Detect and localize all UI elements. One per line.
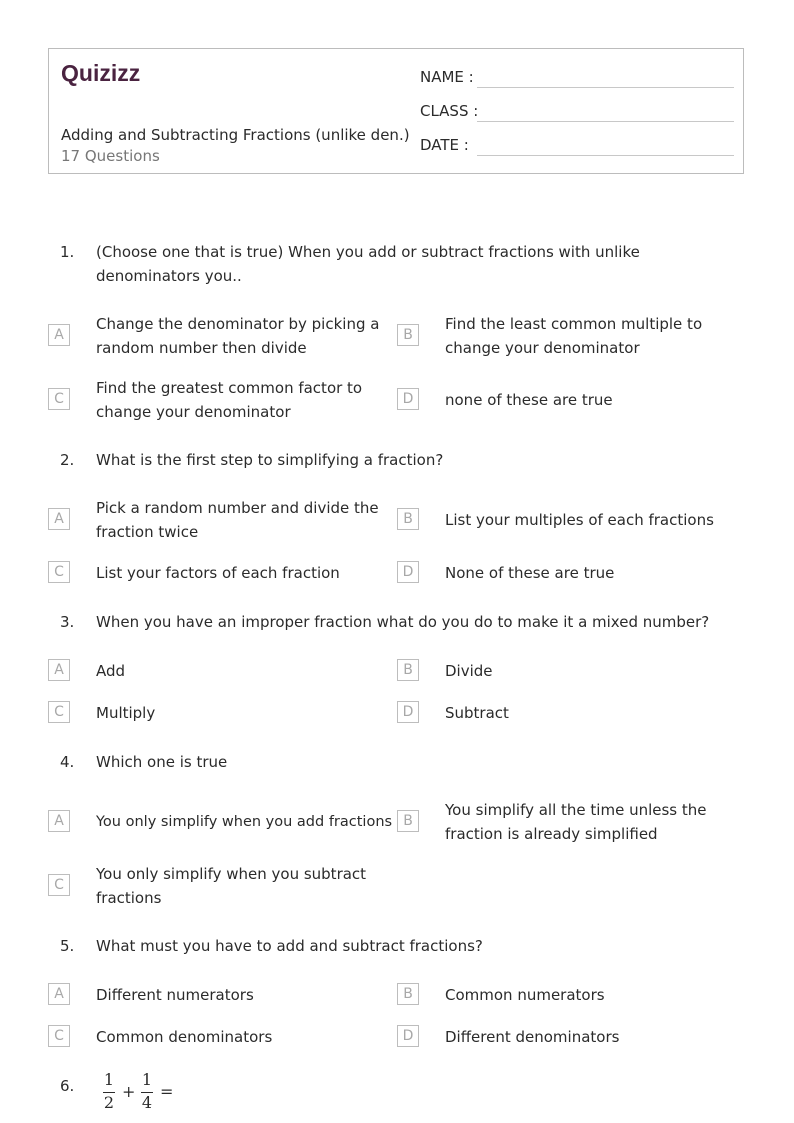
denominator: 4 bbox=[141, 1093, 153, 1112]
numerator: 1 bbox=[141, 1070, 153, 1089]
option-d-box[interactable]: D bbox=[397, 1025, 419, 1047]
question-count: 17 Questions bbox=[61, 147, 160, 165]
question-text: (Choose one that is true) When you add or subtract fractions with unlike denominators you.. bbox=[96, 243, 640, 285]
option-c-box[interactable]: C bbox=[48, 561, 70, 583]
option-a-box[interactable]: A bbox=[48, 324, 70, 346]
question-text: What is the first step to simplifying a fraction? bbox=[96, 451, 444, 469]
date-field[interactable] bbox=[420, 136, 734, 158]
option-b-text: You simplify all the time unless the fraction is already simplified bbox=[445, 801, 707, 843]
option-d-text: none of these are true bbox=[445, 391, 613, 409]
numerator: 1 bbox=[103, 1070, 115, 1089]
option-b-text: Divide bbox=[445, 662, 493, 680]
class-line[interactable] bbox=[477, 121, 734, 122]
question-number: 2. bbox=[60, 451, 75, 469]
option-d-box[interactable]: D bbox=[397, 388, 419, 410]
option-b-box[interactable]: B bbox=[397, 983, 419, 1005]
question-text: Which one is true bbox=[96, 753, 228, 771]
option-b-text: List your multiples of each fractions bbox=[445, 511, 714, 529]
option-c-text: Common denominators bbox=[96, 1028, 273, 1046]
option-b-box[interactable]: B bbox=[397, 508, 419, 530]
question-number: 4. bbox=[60, 753, 75, 771]
name-field[interactable] bbox=[420, 68, 734, 90]
option-b-box[interactable]: B bbox=[397, 324, 419, 346]
class-label: CLASS : bbox=[420, 102, 479, 120]
date-label: DATE : bbox=[420, 136, 469, 154]
logo-text: Quizizz bbox=[61, 60, 141, 86]
option-a-text: Add bbox=[96, 662, 126, 680]
option-b-text: Common numerators bbox=[445, 986, 605, 1004]
option-c-text: You only simplify when you subtract fractions bbox=[96, 865, 367, 907]
question-number: 1. bbox=[60, 243, 75, 261]
equals-sign: = bbox=[160, 1082, 174, 1101]
worksheet-header bbox=[48, 48, 744, 174]
option-b-box[interactable]: B bbox=[397, 810, 419, 832]
date-line[interactable] bbox=[477, 155, 734, 156]
question-text: What must you have to add and subtract fractions? bbox=[96, 937, 483, 955]
option-d-box[interactable]: D bbox=[397, 561, 419, 583]
option-d-box[interactable]: D bbox=[397, 701, 419, 723]
question-number: 5. bbox=[60, 937, 75, 955]
option-c-text: List your factors of each fraction bbox=[96, 564, 340, 582]
option-c-box[interactable]: C bbox=[48, 701, 70, 723]
option-a-box[interactable]: A bbox=[48, 508, 70, 530]
option-c-box[interactable]: C bbox=[48, 874, 70, 896]
name-line[interactable] bbox=[477, 87, 734, 88]
option-a-box[interactable]: A bbox=[48, 659, 70, 681]
question-text: When you have an improper fraction what do you do to make it a mixed number? bbox=[96, 613, 710, 631]
option-a-box[interactable]: A bbox=[48, 983, 70, 1005]
option-c-text: Find the greatest common factor to change your denominator bbox=[96, 379, 363, 421]
option-c-box[interactable]: C bbox=[48, 388, 70, 410]
option-a-text: You only simplify when you add fractions bbox=[96, 814, 393, 830]
class-field[interactable] bbox=[420, 102, 734, 124]
option-a-text: Different numerators bbox=[96, 986, 254, 1004]
question-number: 6. bbox=[60, 1077, 75, 1095]
option-a-text: Change the denominator by picking a random number then divide bbox=[96, 315, 380, 357]
plus-operator: + bbox=[122, 1082, 136, 1101]
denominator: 2 bbox=[103, 1093, 115, 1112]
option-c-text: Multiply bbox=[96, 704, 156, 722]
option-b-text: Find the least common multiple to change your denominator bbox=[445, 315, 703, 357]
worksheet-title: Adding and Subtracting Fractions (unlike den.) bbox=[61, 126, 410, 144]
option-a-box[interactable]: A bbox=[48, 810, 70, 832]
option-d-text: None of these are true bbox=[445, 564, 615, 582]
option-c-box[interactable]: C bbox=[48, 1025, 70, 1047]
option-d-text: Different denominators bbox=[445, 1028, 620, 1046]
quizizz-logo bbox=[61, 59, 153, 91]
option-a-text: Pick a random number and divide the fraction twice bbox=[96, 499, 379, 541]
option-b-box[interactable]: B bbox=[397, 659, 419, 681]
question-number: 3. bbox=[60, 613, 75, 631]
name-label: NAME : bbox=[420, 68, 474, 86]
option-d-text: Subtract bbox=[445, 704, 509, 722]
